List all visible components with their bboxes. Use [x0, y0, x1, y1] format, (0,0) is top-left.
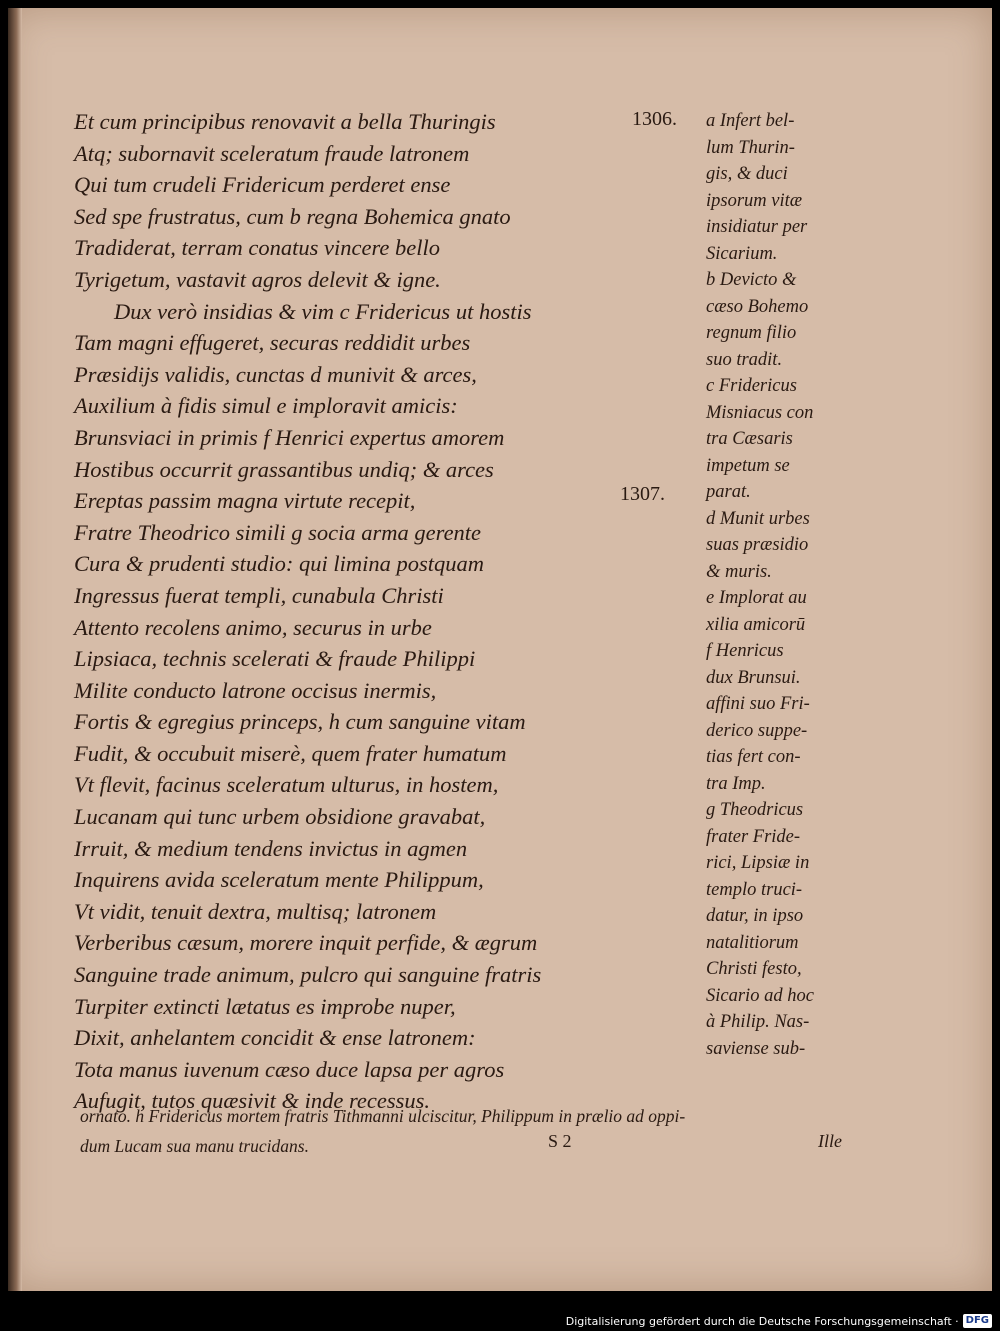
footer-text: Digitalisierung gefördert durch die Deutsche Forschungsgemeinschaft ·: [565, 1314, 959, 1328]
footnote-line: ornato. h Fridericus mortem fratris Tithmanni ulciscitur, Philippum in prælio ad oppi-: [80, 1106, 686, 1126]
verse-line: Cura & prudenti studio: qui limina postquam: [74, 551, 485, 577]
margin-note-line: saviense sub-: [706, 1038, 806, 1059]
verse-line: Dixit, anhelantem concidit & ense latronem:: [74, 1025, 476, 1051]
verse-line: Tradiderat, terram conatus vincere bello: [74, 235, 440, 261]
verse-line: Irruit, & medium tendens invictus in agmen: [74, 835, 468, 861]
margin-note-line: natalitiorum: [706, 932, 799, 953]
verse-line: Lipsiaca, technis scelerati & fraude Philippi: [74, 646, 476, 672]
verse-line: Fratre Theodrico simili g socia arma gerente: [74, 519, 482, 545]
margin-note-line: tra Imp.: [706, 773, 766, 794]
verse-line: Verberibus cæsum, morere inquit perfide, & ægrum: [74, 930, 538, 956]
margin-note-line: f Henricus: [706, 641, 784, 661]
verse-line: Milite conducto latrone occisus inermis,: [74, 677, 437, 703]
verse-line: Vt flevit, facinus sceleratum ulturus, in hostem,: [74, 772, 499, 798]
margin-note-line: lum Thurin-: [706, 137, 795, 158]
margin-note-line: suo tradit.: [706, 349, 783, 370]
margin-note-line: insidiatur per: [706, 217, 808, 237]
margin-note-line: dux Brunsui.: [706, 667, 801, 688]
signature-mark: S 2: [548, 1131, 572, 1151]
margin-note-line: e Implorat au: [706, 588, 807, 608]
margin-note-line: c Fridericus: [706, 376, 797, 396]
verse-line: Vt vidit, tenuit dextra, multisq; latronem: [74, 898, 437, 924]
margin-note-line: & muris.: [706, 561, 772, 582]
margin-note-line: tias fert con-: [706, 747, 801, 767]
digitization-footer: [566, 1311, 992, 1331]
margin-note-line: d Munit urbes: [706, 508, 810, 529]
margin-note-line: suas præsidio: [706, 535, 809, 555]
margin-note-line: regnum filio: [706, 323, 797, 343]
verse-line: Præsidijs validis, cunctas d munivit & arces,: [74, 361, 477, 387]
margin-note-line: Sicarium.: [706, 243, 778, 264]
margin-note-line: xilia amicorū: [706, 614, 806, 635]
margin-note-line: g Theodricus: [706, 800, 804, 820]
margin-note-line: affini suo Fri-: [706, 694, 810, 714]
verse-line: Dux verò insidias & vim c Fridericus ut hostis: [114, 298, 532, 324]
margin-note-line: a Infert bel-: [706, 111, 795, 131]
page-gutter: [8, 8, 22, 1291]
verse-line: Tota manus iuvenum cæso duce lapsa per agros: [74, 1056, 505, 1082]
margin-note-line: à Philip. Nas-: [706, 1012, 810, 1032]
verse-line: Ereptas passim magna virtute recepit,: [74, 488, 416, 514]
verse-line: Et cum principibus renovavit a bella Thuringis: [74, 109, 496, 134]
verse-line: Turpiter extincti lætatus es improbe nuper,: [74, 993, 456, 1019]
year-marker-1306: 1306.: [632, 108, 677, 130]
verse-line: Fudit, & occubuit miserè, quem frater humatum: [74, 740, 507, 766]
verse-line: Aufugit, tutos quæsivit & inde recessus.: [74, 1088, 431, 1114]
margin-note-line: datur, in ipso: [706, 906, 804, 926]
verse-line: Sed spe frustratus, cum b regna Bohemica gnato: [74, 203, 511, 229]
catchword: Ille: [818, 1131, 842, 1151]
verse-line: Ingressus fuerat templi, cunabula Christi: [74, 582, 444, 608]
margin-note-line: ipsorum vitæ: [706, 190, 803, 211]
margin-note-line: parat.: [706, 482, 751, 502]
margin-note-line: derico suppe-: [706, 720, 808, 741]
margin-note-line: cæso Bohemo: [706, 296, 809, 317]
verse-line: Attento recolens animo, securus in urbe: [74, 614, 432, 640]
dfg-logo: DFG: [963, 1314, 992, 1328]
verse-line: Sanguine trade animum, pulcro qui sanguine fratris: [74, 962, 542, 988]
verse-line: Tyrigetum, vastavit agros delevit & igne.: [74, 266, 441, 292]
marginal-notes: [706, 108, 856, 1062]
verse-line: Auxilium à fidis simul e imploravit amicis:: [74, 393, 458, 419]
margin-note-line: rici, Lipsiæ in: [706, 853, 810, 873]
footnote-text: [80, 1101, 860, 1161]
footnote-line: dum Lucam sua manu trucidans.: [80, 1136, 309, 1156]
verse-line: Atq; subornavit sceleratum fraude latronem: [74, 140, 470, 166]
verse-line: Tam magni effugeret, securas reddidit urbes: [74, 330, 471, 356]
margin-note-line: Sicario ad hoc: [706, 985, 814, 1006]
verse-line: Inquirens avida sceleratum mente Philippum,: [74, 867, 484, 893]
verse-line: Hostibus occurrit grassantibus undiq; & arces: [74, 456, 494, 482]
main-verse-text: [74, 106, 634, 1117]
margin-note-line: gis, & duci: [706, 164, 788, 184]
margin-note-line: impetum se: [706, 455, 790, 476]
book-page: [8, 8, 992, 1291]
verse-line: Qui tum crudeli Fridericum perderet ense: [74, 172, 451, 198]
margin-note-line: Christi festo,: [706, 959, 802, 979]
margin-note-line: templo truci-: [706, 879, 803, 900]
verse-line: Brunsviaci in primis f Henrici expertus amorem: [74, 424, 505, 450]
margin-note-line: b Devicto &: [706, 270, 797, 290]
year-marker-1307: 1307.: [620, 483, 665, 505]
margin-note-line: tra Cæsaris: [706, 429, 793, 449]
margin-note-line: frater Fride-: [706, 826, 801, 847]
verse-line: Fortis & egregius princeps, h cum sanguine vitam: [74, 709, 526, 735]
verse-line: Lucanam qui tunc urbem obsidione gravabat,: [74, 804, 486, 830]
margin-note-line: Misniacus con: [706, 402, 814, 423]
